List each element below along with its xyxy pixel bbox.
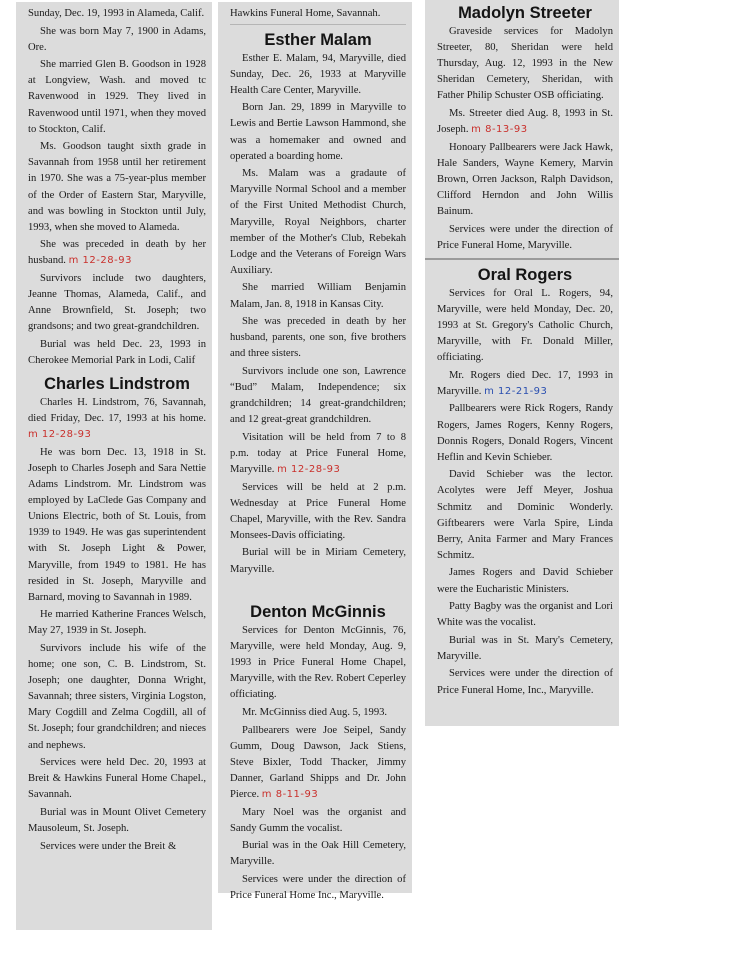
paragraph bbox=[28, 237, 206, 269]
handwritten-date-note: m 8-11-93 bbox=[261, 788, 319, 800]
clipping-mcginnis bbox=[218, 597, 412, 901]
paragraph: Burial was in St. Mary's Cemetery, Maryville. bbox=[437, 634, 613, 662]
paragraph: James Rogers and David Schieber were the Eucharistic Ministers. bbox=[437, 567, 613, 595]
paragraph: Services for Oral L. Rogers, 94, Maryville, were held Monday, Dec. 20, 1993 at St. Gregory's Catholic Church, Maryville, with Fr. Donald Miller, officiating. bbox=[437, 287, 613, 364]
paragraph: Ms. Malam was a gradaute of Maryville Normal School and a member of the First United Methodist Church, Maryville, Royal Neighbors, charter member of the Mother's Club, Rebekah Lodge and the Veterans of Foreign Wars Auxiliary. bbox=[230, 168, 406, 276]
handwritten-date-note: m 12-28-93 bbox=[277, 463, 341, 475]
paragraph: Services were under the direction of Price Funeral Home, Inc., Maryville. bbox=[437, 668, 613, 696]
clipping-goodson-lindstrom bbox=[16, 2, 212, 930]
paragraph: He was born Dec. 13, 1918 in St. Joseph to Charles Joseph and Sara Nettie Adams Lindstrom. Mr. Lindstrom was employed by LaClede Gas Company and Unions Electric, both of St. Louis, from 1939 to 1949. He was gas superintendent with St. Joseph Light & Power, Maryville, from 1949 to 1981. He has resided in St. Joseph, Maryville and Barnard, moving to Savannah in 1989. bbox=[28, 446, 206, 603]
paragraph: He married Katherine Frances Welsch, May 27, 1939 in St. Joseph. bbox=[28, 609, 206, 637]
paragraph: She married William Benjamin Malam, Jan. 8, 1918 in Kansas City. bbox=[230, 282, 406, 310]
paragraph bbox=[230, 430, 406, 478]
paragraph: Services will be held at 2 p.m. Wednesday at Price Funeral Home Chapel, Maryville, with the Rev. Sandra Monsees-Davis officiating. bbox=[230, 481, 406, 541]
paragraph: Burial was in the Oak Hill Cemetery, Maryville. bbox=[230, 840, 406, 868]
paragraph: Services were under the Breit & bbox=[40, 840, 177, 852]
paragraph: Mr. McGinniss died Aug. 5, 1993. bbox=[242, 706, 388, 718]
divider bbox=[425, 258, 619, 260]
handwritten-date-note: m 12-28-93 bbox=[68, 255, 132, 267]
paragraph: Graveside services for Madolyn Streeter, 80, Sheridan were held Thursday, Aug. 12, 1993 in the New Sheridan Cemetery, Sheridan, with Father Philip Schuster OSB officiating. bbox=[437, 26, 613, 102]
paragraph-text: Visitation will be held from 7 to 8 p.m. today at Price Funeral Home, Maryville. bbox=[230, 431, 406, 475]
obituary-heading: Charles Lindstrom bbox=[44, 375, 190, 394]
paragraph: Services were under the direction of Price Funeral Home, Maryville. bbox=[437, 223, 613, 251]
paragraph bbox=[437, 368, 613, 400]
paragraph: Services for Denton McGinnis, 76, Maryville, were held Monday, Aug. 9, 1993 in Price Funeral Home Chapel, Maryville, with the Rev. Robert Ceperley officiating. bbox=[230, 625, 406, 701]
paragraph-text: Pallbearers were Joe Seipel, Sandy Gumm, Doug Dawson, Jack Stiens, Steve Bixler, Todd Thacker, Jimmy Danner, Garland Shipps and Dr. John Pierce. bbox=[230, 724, 406, 800]
clipping-streeter-rogers bbox=[425, 0, 619, 726]
paragraph: Ms. Goodson taught sixth grade in Savannah from 1958 until her retirement in 1970. She was a 75-year-plus member of the Order of Eastern Star, Maryville, and was bowling in Stockton until July, 1993, when she moved to Alameda. bbox=[28, 141, 206, 233]
paragraph: She was born May 7, 1900 in Adams, Ore. bbox=[28, 25, 206, 53]
paragraph-text: Charles H. Lindstrom, 76, Savannah, died Friday, Dec. 17, 1993 at his home. bbox=[28, 397, 206, 425]
handwritten-date-note: m 12-28-93 bbox=[28, 429, 92, 441]
paragraph: Pallbearers were Rick Rogers, Randy Rogers, James Rogers, Kenny Rogers, Donnis Rogers, Donald Rogers, Vincent Heflin and Kevin Schieber. bbox=[437, 403, 613, 463]
clipping-malam bbox=[218, 2, 412, 597]
obituary-heading: Oral Rogers bbox=[477, 265, 573, 284]
paragraph: Burial will be in Miriam Cemetery, Maryville. bbox=[230, 547, 406, 575]
paragraph: Burial was held Dec. 23, 1993 in Cherokee Memorial Park in Lodi, Calif bbox=[28, 338, 206, 366]
obituary-heading: Denton McGinnis bbox=[250, 603, 386, 621]
paragraph: Sunday, Dec. 19, 1993 in Alameda, Calif. bbox=[28, 8, 205, 19]
paragraph: Survivors include one son, Lawrence “Bud” Malam, Independence; six grandchildren; 14 great-grandchildren; and 12 great-great grandchildren. bbox=[230, 365, 406, 426]
paragraph: Mary Noel was the organist and Sandy Gumm the vocalist. bbox=[230, 806, 406, 834]
paragraph: Hawkins Funeral Home, Savannah. bbox=[230, 8, 381, 19]
paragraph: Services were under the direction of Price Funeral Home Inc., Maryville. bbox=[230, 873, 406, 901]
paragraph bbox=[28, 395, 206, 443]
paragraph: She married Glen B. Goodson in 1928 at Longview, Wash. and moved tc Ravenwood in 1929. They lived in Ravenwood until 1971, when they moved to Stockton, Calif. bbox=[28, 59, 206, 135]
paragraph-text: Mr. Rogers died Dec. 17, 1993 in Maryville. bbox=[437, 369, 613, 397]
obituary-heading: Esther Malam bbox=[264, 30, 372, 49]
paragraph: Survivors include his wife of the home; one son, C. B. Lindstrom, St. Joseph; one daughter, Donna Wright, Savannah; three sisters, Virginia Logston, Mary Cogdill and Zelma Cogdill, all of St. Joseph; four grandchildren; and nieces and nephews. bbox=[28, 642, 206, 751]
divider bbox=[230, 24, 406, 25]
paragraph bbox=[230, 723, 406, 803]
paragraph: Services were held Dec. 20, 1993 at Breit & Hawkins Funeral Home Chapel., Savannah. bbox=[28, 757, 206, 801]
paragraph: Patty Bagby was the organist and Lori White was the vocalist. bbox=[437, 601, 613, 629]
paragraph: David Schieber was the lector. Acolytes were Jeff Meyer, Joshua Schmitz and Dominic Wonderly. Giftbearers were Varla Spire, Linda Berry, Anita Farmer and Mary Frances Schmitz. bbox=[437, 469, 613, 561]
handwritten-date-note: m 12-21-93 bbox=[484, 385, 548, 397]
paragraph-text: Ms. Streeter died Aug. 8, 1993 in St. Joseph. bbox=[437, 107, 613, 136]
paragraph-text: She was preceded in death by her husband. bbox=[28, 239, 206, 267]
paragraph: Esther E. Malam, 94, Maryville, died Sunday, Dec. 26, 1933 at Maryville Health Care Center, Maryville. bbox=[230, 52, 406, 96]
obituary-heading: Madolyn Streeter bbox=[458, 4, 592, 22]
paragraph bbox=[437, 106, 613, 138]
paragraph: Honoary Pallbearers were Jack Hawk, Hale Sanders, Wayne Kemery, Marvin Brown, Orren Jackson, Ralph Davidson, Clifford Herndon and John Willis Bainum. bbox=[437, 141, 613, 218]
paragraph: Burial was in Mount Olivet Cemetery Mausoleum, St. Joseph. bbox=[28, 806, 206, 834]
paragraph: Born Jan. 29, 1899 in Maryville to Lewis and Bertie Lawson Hammond, she was a homemaker and owned and operated a boarding home. bbox=[230, 102, 406, 162]
paragraph: Survivors include two daughters, Jeanne Thomas, Alameda, Calif., and Anne Brownfield, St. Joseph; two grandsons; and two great-grandchildren. bbox=[28, 273, 206, 333]
handwritten-date-note: m 8-13-93 bbox=[471, 124, 528, 136]
paragraph: She was preceded in death by her husband, parents, one son, five brothers and three sisters. bbox=[230, 316, 406, 360]
